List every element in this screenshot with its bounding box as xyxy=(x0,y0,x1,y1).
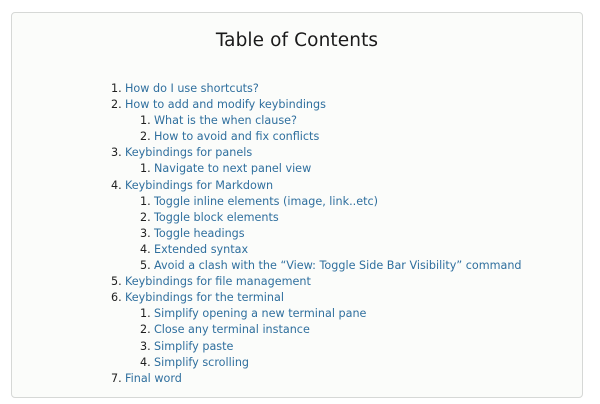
toc-link[interactable]: Keybindings for panels xyxy=(125,146,253,160)
toc-sublink[interactable]: Toggle block elements xyxy=(154,210,279,224)
toc-sublink[interactable]: Simplify opening a new terminal pane xyxy=(154,307,367,321)
toc-item-number: 2. xyxy=(111,98,122,112)
toc-sublink[interactable]: Avoid a clash with the “View: Toggle Side Bar Visibility” command xyxy=(154,259,522,273)
toc-sub-list xyxy=(111,194,522,274)
toc-subitem xyxy=(140,113,522,129)
toc-item-number: 1. xyxy=(111,82,122,95)
toc-item xyxy=(111,145,522,177)
toc-sublink[interactable]: Navigate to next panel view xyxy=(154,162,312,176)
toc-link[interactable]: How to add and modify keybindings xyxy=(125,98,326,112)
toc-item xyxy=(111,81,522,97)
toc-sublink[interactable]: Simplify scrolling xyxy=(154,355,250,369)
toc-subitem xyxy=(140,306,522,322)
toc-item xyxy=(111,371,522,387)
toc-subitem-number: 2. xyxy=(140,130,151,144)
toc-sublink[interactable]: What is the when clause? xyxy=(154,114,297,128)
toc-subitem-number: 4. xyxy=(140,242,151,256)
toc-subitem-number: 1. xyxy=(140,194,151,208)
toc-subitem xyxy=(140,194,522,210)
toc-subitem xyxy=(140,226,522,242)
toc-sublink[interactable]: Close any terminal instance xyxy=(154,323,310,337)
toc-item xyxy=(111,274,522,290)
toc-link[interactable]: Final word xyxy=(125,371,182,385)
toc-subitem-number: 4. xyxy=(140,355,151,369)
toc-item xyxy=(111,97,522,145)
toc-item xyxy=(111,178,522,275)
toc-title: Table of Contents xyxy=(215,30,379,51)
toc-link[interactable]: How do I use shortcuts? xyxy=(125,82,259,95)
toc-sublink[interactable]: Toggle headings xyxy=(154,226,245,240)
toc-sublink[interactable]: Simplify paste xyxy=(154,339,234,353)
toc-subitem xyxy=(140,161,522,177)
toc-subitem-number: 1. xyxy=(140,114,151,128)
toc-subitem-number: 1. xyxy=(140,307,151,321)
toc-subitem-number: 3. xyxy=(140,339,151,353)
toc-link[interactable]: Keybindings for Markdown xyxy=(125,178,274,192)
toc-item-number: 4. xyxy=(111,178,122,192)
toc-subitem xyxy=(140,258,522,274)
toc-subitem xyxy=(140,129,522,145)
toc-item-number: 7. xyxy=(111,371,122,385)
toc-subitem-number: 2. xyxy=(140,210,151,224)
toc-list xyxy=(111,81,522,387)
toc-link[interactable]: Keybindings for the terminal xyxy=(125,291,284,305)
toc-subitem xyxy=(140,339,522,355)
toc-subitem-number: 3. xyxy=(140,226,151,240)
toc-subitem xyxy=(140,322,522,338)
toc-subitem-number: 1. xyxy=(140,162,151,176)
table-of-contents xyxy=(11,12,583,398)
toc-subitem xyxy=(140,242,522,258)
toc-sublink[interactable]: Extended syntax xyxy=(154,242,249,256)
toc-subitem-number: 2. xyxy=(140,323,151,337)
toc-item xyxy=(111,290,522,370)
toc-sub-list xyxy=(111,306,522,370)
toc-subitem xyxy=(140,210,522,226)
toc-sub-list xyxy=(111,161,522,177)
toc-subitem xyxy=(140,355,522,371)
toc-sub-list xyxy=(111,113,522,145)
toc-item-number: 5. xyxy=(111,275,122,289)
toc-item-number: 3. xyxy=(111,146,122,160)
toc-item-number: 6. xyxy=(111,291,122,305)
toc-link[interactable]: Keybindings for file management xyxy=(125,275,311,289)
toc-subitem-number: 5. xyxy=(140,259,151,273)
toc-sublink[interactable]: How to avoid and fix conflicts xyxy=(154,130,320,144)
toc-sublink[interactable]: Toggle inline elements (image, link..etc) xyxy=(154,194,378,208)
